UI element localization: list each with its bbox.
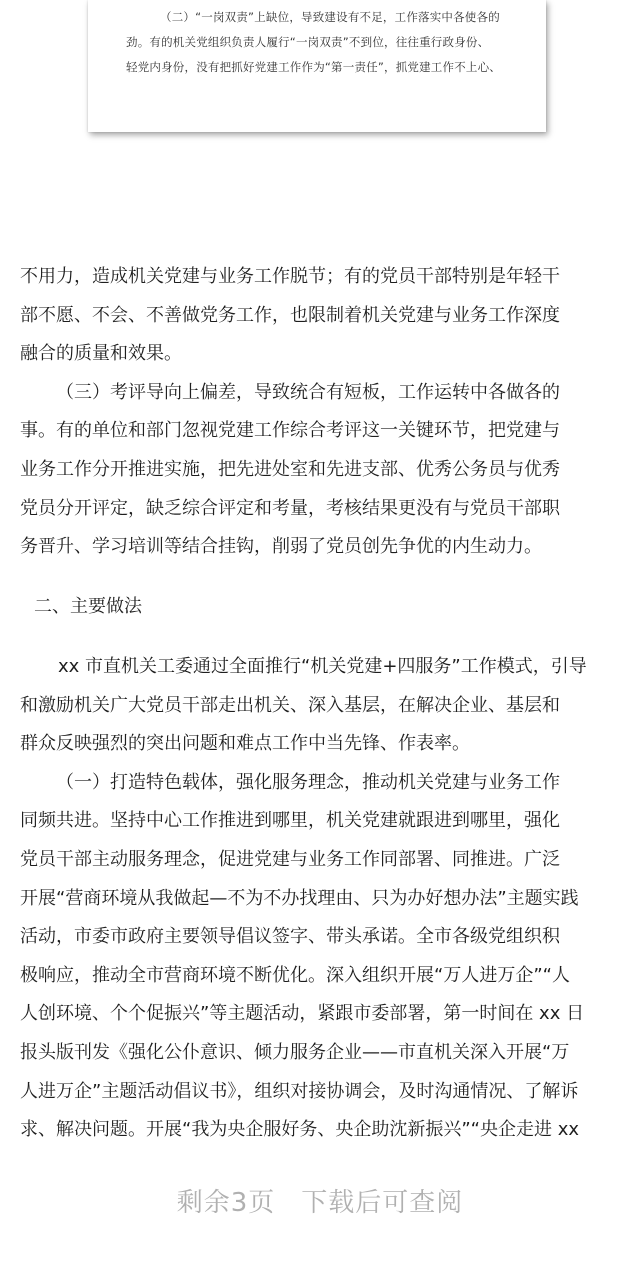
preview-excerpt [126,5,518,80]
body-line: 和激励机关广大党员干部走出机关、深入基层，在解决企业、基层和 [20,694,560,716]
body-line: 融合的质量和效果。 [20,343,182,365]
body-line: 报头版刊发《强化公仆意识、倾力服务企业——市直机关深入开展“万 [20,1041,570,1063]
body-section-2 [20,648,624,1150]
preview-line: 轻党内身份，没有把抓好党建工作作为“第一责任”，抓党建工作不上心、 [126,60,502,74]
download-to-view-label: 下载后可查阅 [301,1188,464,1218]
body-line: 不用力，造成机关党建与业务工作脱节；有的党员干部特别是年轻干 [20,266,560,287]
body-line: 极响应，推动全市营商环境不断优化。深入组织开展“万人进万企”“人 [20,964,570,986]
body-line: 开展“营商环境从我做起—不为不办找理由、只为办好想办法”主题实践 [20,887,579,909]
body-line: 事。有的单位和部门忽视党建工作综合考评这一关键环节，把党建与 [20,420,560,442]
body-line: 务晋升、学习培训等结合挂钩，削弱了党员创先争优的内生动力。 [20,536,542,558]
body-line: 党员干部主动服务理念，促进党建与业务工作同部署、同推进。广泛 [20,848,560,870]
body-line: 人进万企”主题活动倡议书》，组织对接协调会，及时沟通情况、了解诉 [20,1080,579,1102]
body-line: 人创环境、个个促振兴”等主题活动，紧跟市委部署，第一时间在 xx 日 [20,1003,585,1025]
body-line: 群众反映强烈的突出问题和难点工作中当先锋、作表率。 [20,733,470,755]
body-line: 部不愿、不会、不善做党务工作，也限制着机关党建与业务工作深度 [20,304,560,326]
body-line: 业务工作分开推进实施，把先进处室和先进支部、优秀公务员与优秀 [20,458,560,480]
body-line: 活动，市委市政府主要领导倡议签字、带头承诺。全市各级党组织积 [20,926,560,948]
section-heading: 二、主要做法 [34,596,142,617]
body-line: （一）打造特色载体，强化服务理念，推动机关党建与业务工作 [56,771,560,793]
body-line: 求、解决问题。开展“我为央企服好务、央企助沈新振兴”“央企走进 xx [20,1119,579,1141]
body-line: （三）考评导向上偏差，导致统合有短板，工作运转中各做各的 [56,381,560,403]
body-line: xx 市直机关工委通过全面推行“机关党建+四服务”工作模式，引导 [58,656,587,677]
preview-line: 劲。有的机关党组织负责人履行“一岗双责”不到位，往往重行政身份、 [126,35,490,49]
body-line: 党员分开评定，缺乏综合评定和考量，考核结果更没有与党员干部职 [20,497,560,519]
body-line: 同频共进。坚持中心工作推进到哪里，机关党建就跟进到哪里，强化 [20,810,560,832]
preview-line: （二）“一岗双责”上缺位，导致建设有不足，工作落实中各使各的 [160,10,500,24]
body-section-1 [20,258,624,567]
download-prompt[interactable] [0,1182,640,1219]
remaining-pages-label: 剩余3页 [176,1188,276,1218]
